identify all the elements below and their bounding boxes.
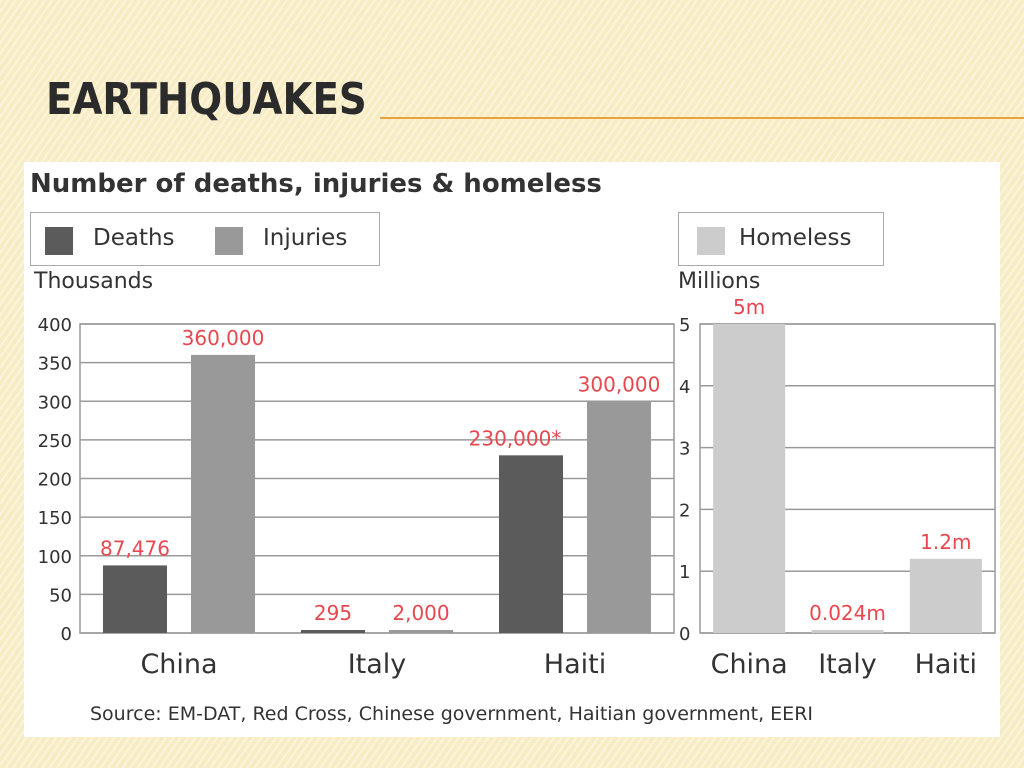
right-ytick-label: 4 [679, 376, 691, 398]
left-data-label-deaths: 230,000* [468, 426, 562, 451]
left-bar-deaths [499, 455, 563, 633]
right-xtick-label: China [710, 649, 788, 680]
left-data-label-deaths: 87,476 [100, 536, 170, 561]
right-data-label-homeless: 1.2m [920, 529, 972, 554]
left-data-label-deaths: 295 [313, 601, 353, 625]
left-ytick-label: 0 [60, 624, 72, 645]
right-ytick-label: 2 [679, 500, 691, 522]
legend-label-homeless: Homeless [739, 225, 852, 251]
left-ytick-label: 300 [37, 392, 72, 414]
right-ytick-label: 5 [679, 315, 691, 336]
unit-label-millions: Millions [678, 269, 761, 294]
left-xtick-label: China [140, 649, 218, 680]
chart-canvas [24, 162, 1000, 737]
legend-label-injuries: Injuries [263, 225, 348, 251]
right-data-label-homeless: 0.024m [809, 601, 886, 625]
chart-panel [24, 162, 1000, 737]
right-ytick-label: 3 [679, 438, 691, 460]
slide-title: EARTHQUAKES [46, 74, 367, 125]
unit-label-thousands: Thousands [34, 269, 154, 294]
legend-label-deaths: Deaths [93, 225, 175, 251]
source-note: Source: EM-DAT, Red Cross, Chinese government, Haitian government, EERI [90, 703, 813, 725]
right-bar-homeless [713, 324, 785, 633]
left-data-label-injuries: 360,000 [181, 325, 265, 350]
right-bar-homeless [910, 559, 982, 633]
left-bar-injuries [191, 355, 255, 633]
right-xtick-label: Haiti [914, 649, 978, 680]
left-ytick-label: 200 [37, 469, 72, 491]
left-ytick-label: 100 [37, 546, 72, 568]
left-xtick-label: Haiti [543, 649, 607, 680]
right-ytick-label: 0 [679, 624, 691, 645]
left-data-label-injuries: 300,000 [577, 372, 661, 397]
title-divider [380, 117, 1024, 119]
right-ytick-label: 1 [679, 562, 691, 584]
right-data-label-homeless: 5m [733, 295, 766, 319]
left-ytick-label: 400 [37, 315, 72, 336]
chart-title: Number of deaths, injuries & homeless [30, 169, 602, 199]
left-xtick-label: Italy [347, 649, 407, 680]
left-plot [38, 315, 674, 680]
right-plot [679, 295, 995, 680]
left-ytick-label: 350 [37, 353, 72, 375]
left-data-label-injuries: 2,000 [392, 601, 450, 625]
left-ytick-label: 250 [37, 430, 72, 452]
left-bar-injuries [587, 401, 651, 633]
left-bar-deaths [301, 630, 365, 633]
left-ytick-label: 150 [37, 508, 72, 530]
left-bar-injuries [389, 630, 453, 633]
left-ytick-label: 50 [49, 585, 72, 607]
right-xtick-label: Italy [818, 649, 877, 680]
left-bar-deaths [103, 565, 167, 633]
right-bar-homeless [812, 630, 884, 633]
